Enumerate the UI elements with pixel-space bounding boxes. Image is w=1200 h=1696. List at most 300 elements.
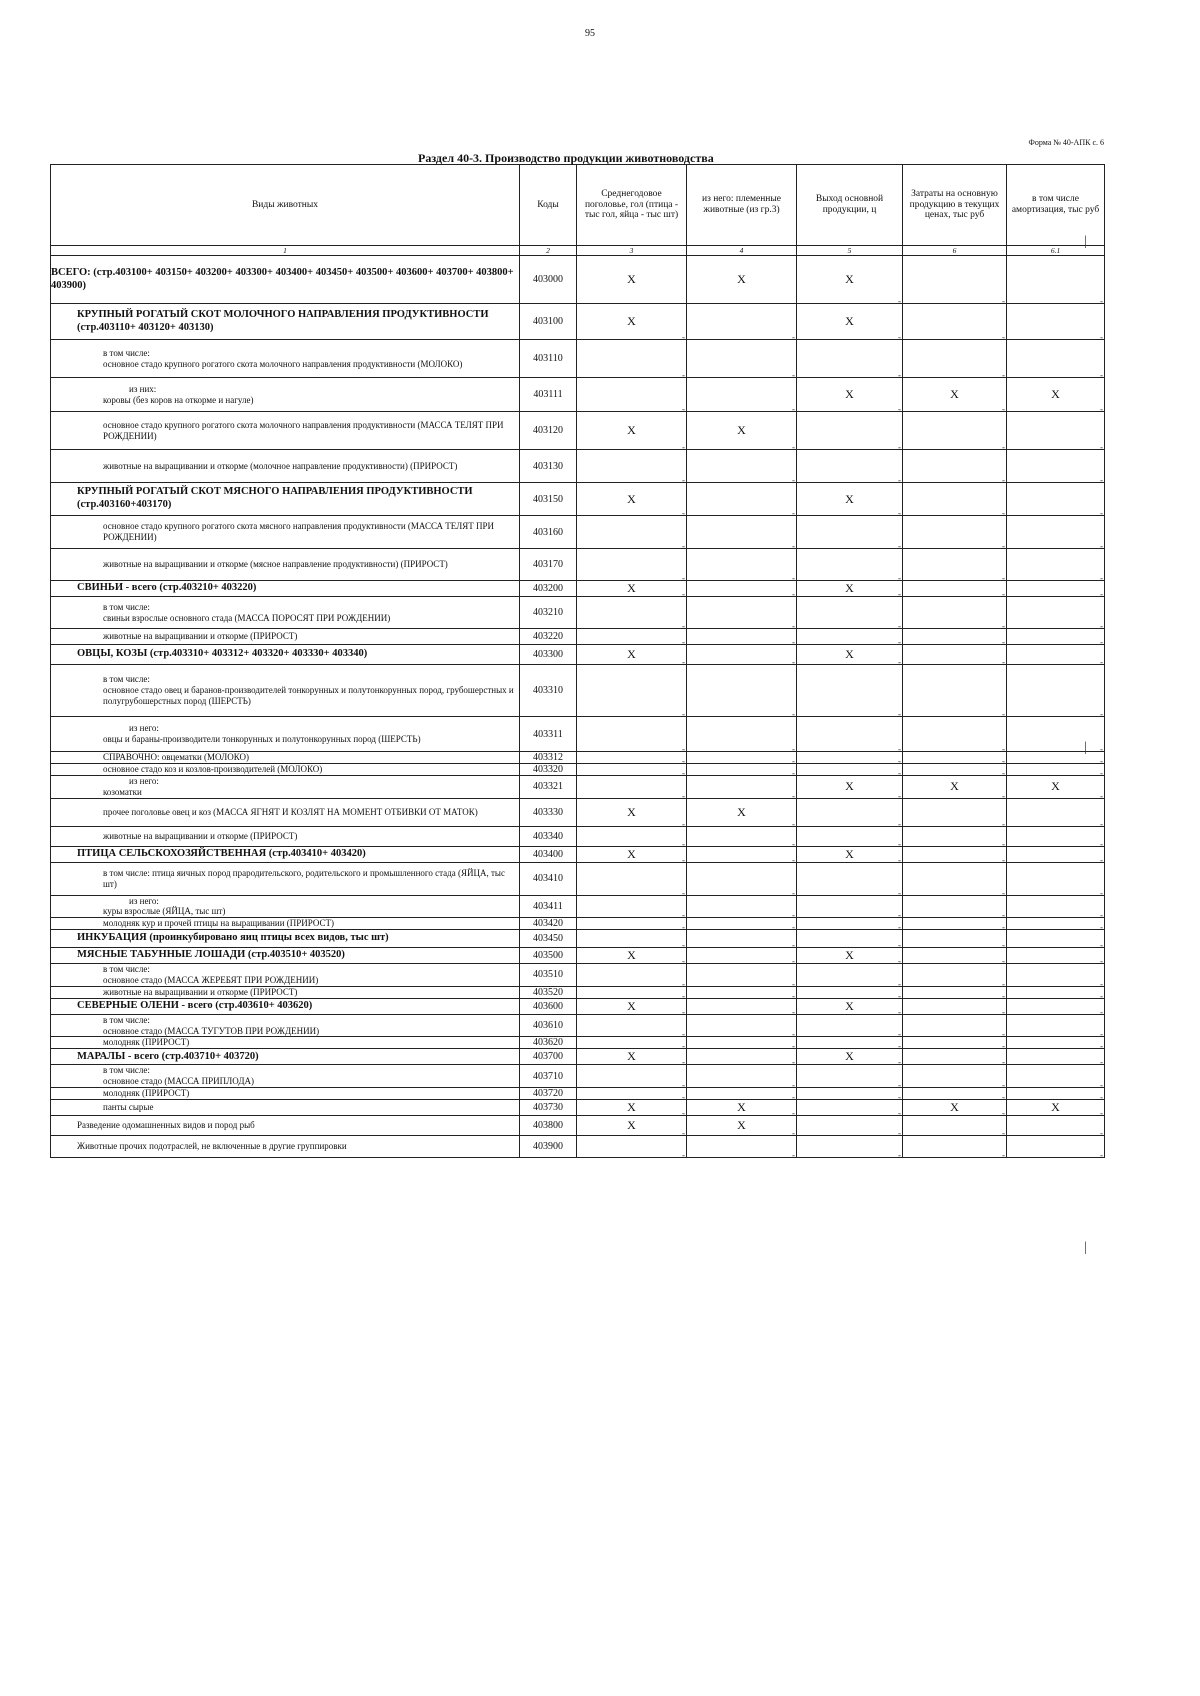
row-label: СПРАВОЧНО: овцематки (МОЛОКО) — [103, 752, 249, 763]
row-label: молодняк (ПРИРОСТ) — [103, 1088, 190, 1099]
row-name-cell — [51, 581, 520, 597]
table-row — [51, 930, 1105, 948]
row-code: 403600 — [520, 998, 577, 1014]
table-row — [51, 450, 1105, 483]
row-name-cell — [51, 798, 520, 826]
table-row — [51, 412, 1105, 450]
row-name-cell — [51, 256, 520, 304]
value-cell-c3 — [577, 717, 687, 752]
value-cell-c4 — [687, 948, 797, 964]
value-cell-c5 — [797, 964, 903, 987]
table-row — [51, 895, 1105, 918]
row-code: 403310 — [520, 665, 577, 717]
value-cell-c4 — [687, 597, 797, 629]
table-row — [51, 1014, 1105, 1037]
value-cell-c3 — [577, 776, 687, 799]
value-cell-c3 — [577, 1087, 687, 1099]
row-label: животные на выращивании и откорме (ПРИРОСТ) — [103, 986, 298, 997]
row-code: 403500 — [520, 948, 577, 964]
value-cell-c4 — [687, 1065, 797, 1088]
value-cell-c6 — [903, 948, 1007, 964]
row-code: 403200 — [520, 581, 577, 597]
row-code: 403111 — [520, 378, 577, 412]
row-label: ПТИЦА СЕЛЬСКОХОЗЯЙСТВЕННАЯ (стр.403410+ 403420) — [77, 847, 366, 859]
value-cell-c3 — [577, 930, 687, 948]
row-code: 403620 — [520, 1037, 577, 1049]
value-cell-c6 — [903, 764, 1007, 776]
row-label: прочее поголовье овец и коз (МАССА ЯГНЯТ И КОЗЛЯТ НА МОМЕНТ ОТБИВКИ ОТ МАТОК) — [103, 806, 478, 817]
row-code: 403170 — [520, 549, 577, 581]
value-cell-c6 — [903, 862, 1007, 895]
value-cell-c5: X - — [797, 776, 903, 799]
row-name-cell — [51, 450, 520, 483]
value-cell-c5: X - — [797, 645, 903, 665]
value-cell-c4 — [687, 918, 797, 930]
value-cell-c4 — [687, 846, 797, 862]
value-cell-c61 — [1007, 1049, 1105, 1065]
header-cell: Виды животных — [51, 165, 520, 246]
value-cell-c4 — [687, 998, 797, 1014]
row-label: Разведение одомашненных видов и пород рыб — [77, 1120, 255, 1131]
row-label: ОВЦЫ, КОЗЫ (стр.403310+ 403312+ 403320+ 403330+ 403340) — [77, 648, 368, 660]
row-name-cell — [51, 304, 520, 340]
table-row — [51, 516, 1105, 549]
value-cell-c5 — [797, 629, 903, 645]
table-row — [51, 549, 1105, 581]
row-name-cell — [51, 516, 520, 549]
column-number: 6.1 — [1007, 246, 1105, 256]
value-cell-c61 — [1007, 1037, 1105, 1049]
row-name-cell — [51, 717, 520, 752]
value-cell-c6 — [903, 1115, 1007, 1135]
table-row — [51, 483, 1105, 516]
row-code: 403150 — [520, 483, 577, 516]
value-cell-c4 — [687, 581, 797, 597]
value-cell-c61 — [1007, 1014, 1105, 1037]
table-row — [51, 846, 1105, 862]
value-cell-c5 — [797, 752, 903, 764]
value-cell-c6 — [903, 665, 1007, 717]
table-row — [51, 752, 1105, 764]
value-cell-c4: X - — [687, 1099, 797, 1115]
row-name-cell — [51, 378, 520, 412]
value-cell-c61 — [1007, 483, 1105, 516]
row-label: КРУПНЫЙ РОГАТЫЙ СКОТ МОЛОЧНОГО НАПРАВЛЕНИЯ ПРОДУКТИВНОСТИ (стр.403110+ 403120+ 403130) — [77, 308, 489, 333]
value-cell-c3 — [577, 964, 687, 987]
row-prefix: в том числе: — [103, 674, 150, 685]
value-cell-c3: X — [577, 256, 687, 304]
value-cell-c3: X - — [577, 1099, 687, 1115]
table-row — [51, 597, 1105, 629]
value-cell-c4 — [687, 629, 797, 645]
row-name-cell — [51, 1087, 520, 1099]
row-code: 403710 — [520, 1065, 577, 1088]
header-cell: Выход основной продукции, ц — [797, 165, 903, 246]
row-label: свиньи взрослые основного стада (МАССА ПОРОСЯТ ПРИ РОЖДЕНИИ) — [103, 612, 391, 623]
value-cell-c61 — [1007, 948, 1105, 964]
column-number: 6 — [903, 246, 1007, 256]
value-cell-c61 — [1007, 717, 1105, 752]
row-label: КРУПНЫЙ РОГАТЫЙ СКОТ МЯСНОГО НАПРАВЛЕНИЯ ПРОДУКТИВНОСТИ (стр.403160+403170) — [77, 486, 473, 510]
value-cell-c5 — [797, 1087, 903, 1099]
value-cell-c5 — [797, 549, 903, 581]
value-cell-c61 — [1007, 930, 1105, 948]
table-row — [51, 378, 1105, 412]
value-cell-c4 — [687, 1037, 797, 1049]
value-cell-c6 — [903, 340, 1007, 378]
header-cell: Затраты на основную продукцию в текущих ценах, тыс руб — [903, 165, 1007, 246]
value-cell-c6 — [903, 597, 1007, 629]
row-name-cell — [51, 998, 520, 1014]
value-cell-c3 — [577, 450, 687, 483]
row-code: 403411 — [520, 895, 577, 918]
row-name-cell — [51, 1099, 520, 1115]
row-code: 403720 — [520, 1087, 577, 1099]
scan-mark: | — [1084, 740, 1087, 755]
value-cell-c3 — [577, 1065, 687, 1088]
value-cell-c3: X - — [577, 1049, 687, 1065]
row-prefix: из него: — [129, 895, 159, 906]
row-prefix: в том числе: — [103, 964, 150, 975]
row-name-cell — [51, 1115, 520, 1135]
value-cell-c5 — [797, 412, 903, 450]
value-cell-c61 — [1007, 645, 1105, 665]
header-cell: из него: племенные животные (из гр.3) — [687, 165, 797, 246]
value-cell-c5 — [797, 1115, 903, 1135]
row-code: 403110 — [520, 340, 577, 378]
value-cell-c6 — [903, 895, 1007, 918]
value-cell-c6 — [903, 645, 1007, 665]
value-cell-c3 — [577, 1014, 687, 1037]
table-row — [51, 1037, 1105, 1049]
value-cell-c4: X - — [687, 1115, 797, 1135]
value-cell-c5 — [797, 665, 903, 717]
value-cell-c61 — [1007, 665, 1105, 717]
value-cell-c61 — [1007, 1115, 1105, 1135]
row-name-cell — [51, 752, 520, 764]
value-cell-c5: X - — [797, 256, 903, 304]
value-cell-c61 — [1007, 918, 1105, 930]
column-number: 3 — [577, 246, 687, 256]
value-cell-c3: X - — [577, 998, 687, 1014]
row-label: ВСЕГО: (стр.403100+ 403150+ 403200+ 403300+ 403400+ 403450+ 403500+ 403600+ 403700+ 403800+ 403900) — [51, 266, 514, 291]
value-cell-c4 — [687, 450, 797, 483]
value-cell-c61 — [1007, 895, 1105, 918]
value-cell-c61 — [1007, 597, 1105, 629]
row-label: основное стадо крупного рогатого скота молочного направления продуктивности (МАССА ТЕЛЯТ ПРИ РОЖДЕНИИ) — [103, 419, 504, 441]
value-cell-c5 — [797, 340, 903, 378]
value-cell-c3: X - — [577, 412, 687, 450]
row-label: основное стадо овец и баранов-производителей тонкорунных и полутонкорунных пород, грубошерстных и полугрубошерстных пород (ШЕРСТЬ) — [103, 685, 514, 706]
value-cell-c4 — [687, 930, 797, 948]
value-cell-c4: X - — [687, 798, 797, 826]
value-cell-c5 — [797, 798, 903, 826]
production-table — [50, 164, 1105, 1158]
row-code: 403410 — [520, 862, 577, 895]
value-cell-c5 — [797, 930, 903, 948]
table-row — [51, 665, 1105, 717]
row-code: 403100 — [520, 304, 577, 340]
value-cell-c6: X - — [903, 1099, 1007, 1115]
value-cell-c61 — [1007, 1135, 1105, 1157]
header-cell: Коды — [520, 165, 577, 246]
table-row — [51, 1135, 1105, 1157]
value-cell-c3 — [577, 665, 687, 717]
row-label: куры взрослые (ЯЙЦА, тыс шт) — [103, 906, 226, 917]
row-label: МАРАЛЫ - всего (стр.403710+ 403720) — [77, 1050, 259, 1062]
value-cell-c6 — [903, 629, 1007, 645]
value-cell-c61 — [1007, 340, 1105, 378]
table-body — [51, 256, 1105, 1158]
row-code: 403120 — [520, 412, 577, 450]
value-cell-c6 — [903, 930, 1007, 948]
row-label: основное стадо (МАССА ЖЕРЕБЯТ ПРИ РОЖДЕНИИ) — [103, 974, 319, 985]
value-cell-c3 — [577, 340, 687, 378]
row-code: 403420 — [520, 918, 577, 930]
row-label: козоматки — [103, 786, 142, 797]
value-cell-c61 — [1007, 629, 1105, 645]
value-cell-c5 — [797, 1135, 903, 1157]
header-cell: Среднегодовое поголовье, гол (птица - тыс гол, яйца - тыс шт) — [577, 165, 687, 246]
value-cell-c5 — [797, 450, 903, 483]
row-prefix: из него: — [129, 776, 159, 786]
value-cell-c61 — [1007, 998, 1105, 1014]
row-name-cell — [51, 412, 520, 450]
section-title: Раздел 40-3. Производство продукции животноводства — [418, 151, 714, 165]
value-cell-c6 — [903, 450, 1007, 483]
value-cell-c61 — [1007, 450, 1105, 483]
scan-mark: | — [1084, 1240, 1087, 1255]
form-label: Форма № 40-АПК с. 6 — [1028, 138, 1104, 147]
value-cell-c5: X - — [797, 1049, 903, 1065]
value-cell-c6 — [903, 1135, 1007, 1157]
column-number: 1 — [51, 246, 520, 256]
row-code: 403160 — [520, 516, 577, 549]
row-name-cell — [51, 964, 520, 987]
row-label: СЕВЕРНЫЕ ОЛЕНИ - всего (стр.403610+ 403620) — [77, 999, 313, 1011]
row-code: 403510 — [520, 964, 577, 987]
column-number: 2 — [520, 246, 577, 256]
row-code: 403312 — [520, 752, 577, 764]
value-cell-c4 — [687, 776, 797, 799]
row-label: молодняк (ПРИРОСТ) — [103, 1037, 190, 1048]
value-cell-c5 — [797, 986, 903, 998]
value-cell-c6 — [903, 964, 1007, 987]
value-cell-c6 — [903, 256, 1007, 304]
value-cell-c3 — [577, 378, 687, 412]
row-name-cell — [51, 948, 520, 964]
row-name-cell — [51, 597, 520, 629]
value-cell-c6 — [903, 846, 1007, 862]
row-label: основное стадо коз и козлов-производителей (МОЛОКО) — [103, 764, 323, 775]
value-cell-c5 — [797, 717, 903, 752]
value-cell-c6 — [903, 1065, 1007, 1088]
value-cell-c4 — [687, 516, 797, 549]
table-row — [51, 1065, 1105, 1088]
value-cell-c3: X - — [577, 581, 687, 597]
table-row — [51, 798, 1105, 826]
value-cell-c4 — [687, 986, 797, 998]
row-label: овцы и бараны-производители тонкорунных и полутонкорунных пород (ШЕРСТЬ) — [103, 734, 421, 744]
value-cell-c6 — [903, 1037, 1007, 1049]
table-row — [51, 1087, 1105, 1099]
row-code: 403000 — [520, 256, 577, 304]
value-cell-c4 — [687, 483, 797, 516]
value-cell-c4 — [687, 1087, 797, 1099]
value-cell-c5 — [797, 918, 903, 930]
value-cell-c6 — [903, 998, 1007, 1014]
value-cell-c6 — [903, 1014, 1007, 1037]
value-cell-c5: X - — [797, 948, 903, 964]
value-cell-c61: X - — [1007, 378, 1105, 412]
value-cell-c6 — [903, 483, 1007, 516]
row-label: основное стадо (МАССА ПРИПЛОДА) — [103, 1076, 254, 1087]
column-number-row — [51, 246, 1105, 256]
table-row — [51, 256, 1105, 304]
table-row — [51, 645, 1105, 665]
value-cell-c5: X - — [797, 846, 903, 862]
row-code: 403321 — [520, 776, 577, 799]
row-code: 403220 — [520, 629, 577, 645]
row-name-cell — [51, 645, 520, 665]
row-name-cell — [51, 340, 520, 378]
value-cell-c5: X - — [797, 998, 903, 1014]
row-code: 403800 — [520, 1115, 577, 1135]
column-number: 4 — [687, 246, 797, 256]
value-cell-c4: X — [687, 256, 797, 304]
row-prefix: в том числе: — [103, 601, 150, 612]
value-cell-c3 — [577, 1037, 687, 1049]
table-row — [51, 581, 1105, 597]
row-prefix: в том числе: — [103, 347, 150, 358]
table-row — [51, 776, 1105, 799]
table-row — [51, 1115, 1105, 1135]
row-name-cell — [51, 629, 520, 645]
row-code: 403700 — [520, 1049, 577, 1065]
row-code: 403520 — [520, 986, 577, 998]
value-cell-c6 — [903, 516, 1007, 549]
value-cell-c4 — [687, 1014, 797, 1037]
value-cell-c5 — [797, 862, 903, 895]
value-cell-c6 — [903, 1049, 1007, 1065]
row-name-cell — [51, 930, 520, 948]
row-prefix: в том числе: — [103, 1014, 150, 1025]
value-cell-c6 — [903, 412, 1007, 450]
value-cell-c5 — [797, 1065, 903, 1088]
value-cell-c3: X - — [577, 948, 687, 964]
row-name-cell — [51, 1049, 520, 1065]
table-row — [51, 986, 1105, 998]
value-cell-c5 — [797, 895, 903, 918]
value-cell-c3 — [577, 516, 687, 549]
row-label: животные на выращивании и откорме (молочное направление продуктивности) (ПРИРОСТ) — [103, 460, 458, 471]
row-name-cell — [51, 776, 520, 799]
row-code: 403730 — [520, 1099, 577, 1115]
value-cell-c5 — [797, 826, 903, 846]
table-row — [51, 1099, 1105, 1115]
row-name-cell — [51, 895, 520, 918]
row-label: Животные прочих подотраслей, не включенные в другие группировки — [77, 1141, 347, 1152]
value-cell-c3 — [577, 549, 687, 581]
row-label: в том числе: птица яичных пород прародительского, родительского и промышленного стада (ЯЙЦА, тыс шт) — [103, 867, 505, 889]
value-cell-c61 — [1007, 256, 1105, 304]
value-cell-c61 — [1007, 1065, 1105, 1088]
row-prefix: из них: — [129, 383, 157, 394]
value-cell-c6 — [903, 1087, 1007, 1099]
value-cell-c61: X - — [1007, 1099, 1105, 1115]
row-label: коровы (без коров на откорме и нагуле) — [103, 394, 254, 405]
scan-mark: | — [1084, 234, 1087, 249]
table-row — [51, 998, 1105, 1014]
table-row — [51, 826, 1105, 846]
value-cell-c61 — [1007, 412, 1105, 450]
value-cell-c3: X - — [577, 304, 687, 340]
row-label: животные на выращивании и откорме (ПРИРОСТ) — [103, 830, 298, 841]
value-cell-c4 — [687, 549, 797, 581]
value-cell-c4: X - — [687, 412, 797, 450]
row-name-cell — [51, 549, 520, 581]
value-cell-c61 — [1007, 752, 1105, 764]
value-cell-c3 — [577, 862, 687, 895]
row-code: 403610 — [520, 1014, 577, 1037]
row-code: 403400 — [520, 846, 577, 862]
value-cell-c5 — [797, 1037, 903, 1049]
value-cell-c4 — [687, 1135, 797, 1157]
table-row — [51, 717, 1105, 752]
row-code: 403450 — [520, 930, 577, 948]
value-cell-c6 — [903, 304, 1007, 340]
value-cell-c4 — [687, 862, 797, 895]
row-code: 403300 — [520, 645, 577, 665]
value-cell-c4 — [687, 340, 797, 378]
value-cell-c4 — [687, 764, 797, 776]
value-cell-c4 — [687, 826, 797, 846]
row-label: основное стадо крупного рогатого скота мясного направления продуктивности (МАССА ТЕЛЯТ ПРИ РОЖДЕНИИ) — [103, 521, 495, 542]
value-cell-c61 — [1007, 304, 1105, 340]
value-cell-c3: X - — [577, 483, 687, 516]
value-cell-c5 — [797, 597, 903, 629]
value-cell-c3: X - — [577, 846, 687, 862]
row-code: 403330 — [520, 798, 577, 826]
value-cell-c6: X - — [903, 378, 1007, 412]
value-cell-c3 — [577, 826, 687, 846]
row-code: 403320 — [520, 764, 577, 776]
value-cell-c3: X - — [577, 1115, 687, 1135]
value-cell-c3 — [577, 895, 687, 918]
value-cell-c3 — [577, 629, 687, 645]
value-cell-c61 — [1007, 798, 1105, 826]
header-row — [51, 165, 1105, 246]
row-name-cell — [51, 862, 520, 895]
value-cell-c61 — [1007, 549, 1105, 581]
value-cell-c5: X - — [797, 304, 903, 340]
value-cell-c61 — [1007, 826, 1105, 846]
table-row — [51, 764, 1105, 776]
value-cell-c61 — [1007, 516, 1105, 549]
value-cell-c61 — [1007, 964, 1105, 987]
row-name-cell — [51, 764, 520, 776]
table-row — [51, 964, 1105, 987]
value-cell-c4 — [687, 304, 797, 340]
value-cell-c3: X - — [577, 798, 687, 826]
row-name-cell — [51, 483, 520, 516]
row-label: МЯСНЫЕ ТАБУННЫЕ ЛОШАДИ (стр.403510+ 403520) — [77, 949, 345, 961]
row-prefix: в том числе: — [103, 1065, 150, 1076]
row-label: животные на выращивании и откорме (мясное направление продуктивности) (ПРИРОСТ) — [103, 559, 448, 570]
value-cell-c6 — [903, 826, 1007, 846]
value-cell-c4 — [687, 717, 797, 752]
value-cell-c6 — [903, 986, 1007, 998]
